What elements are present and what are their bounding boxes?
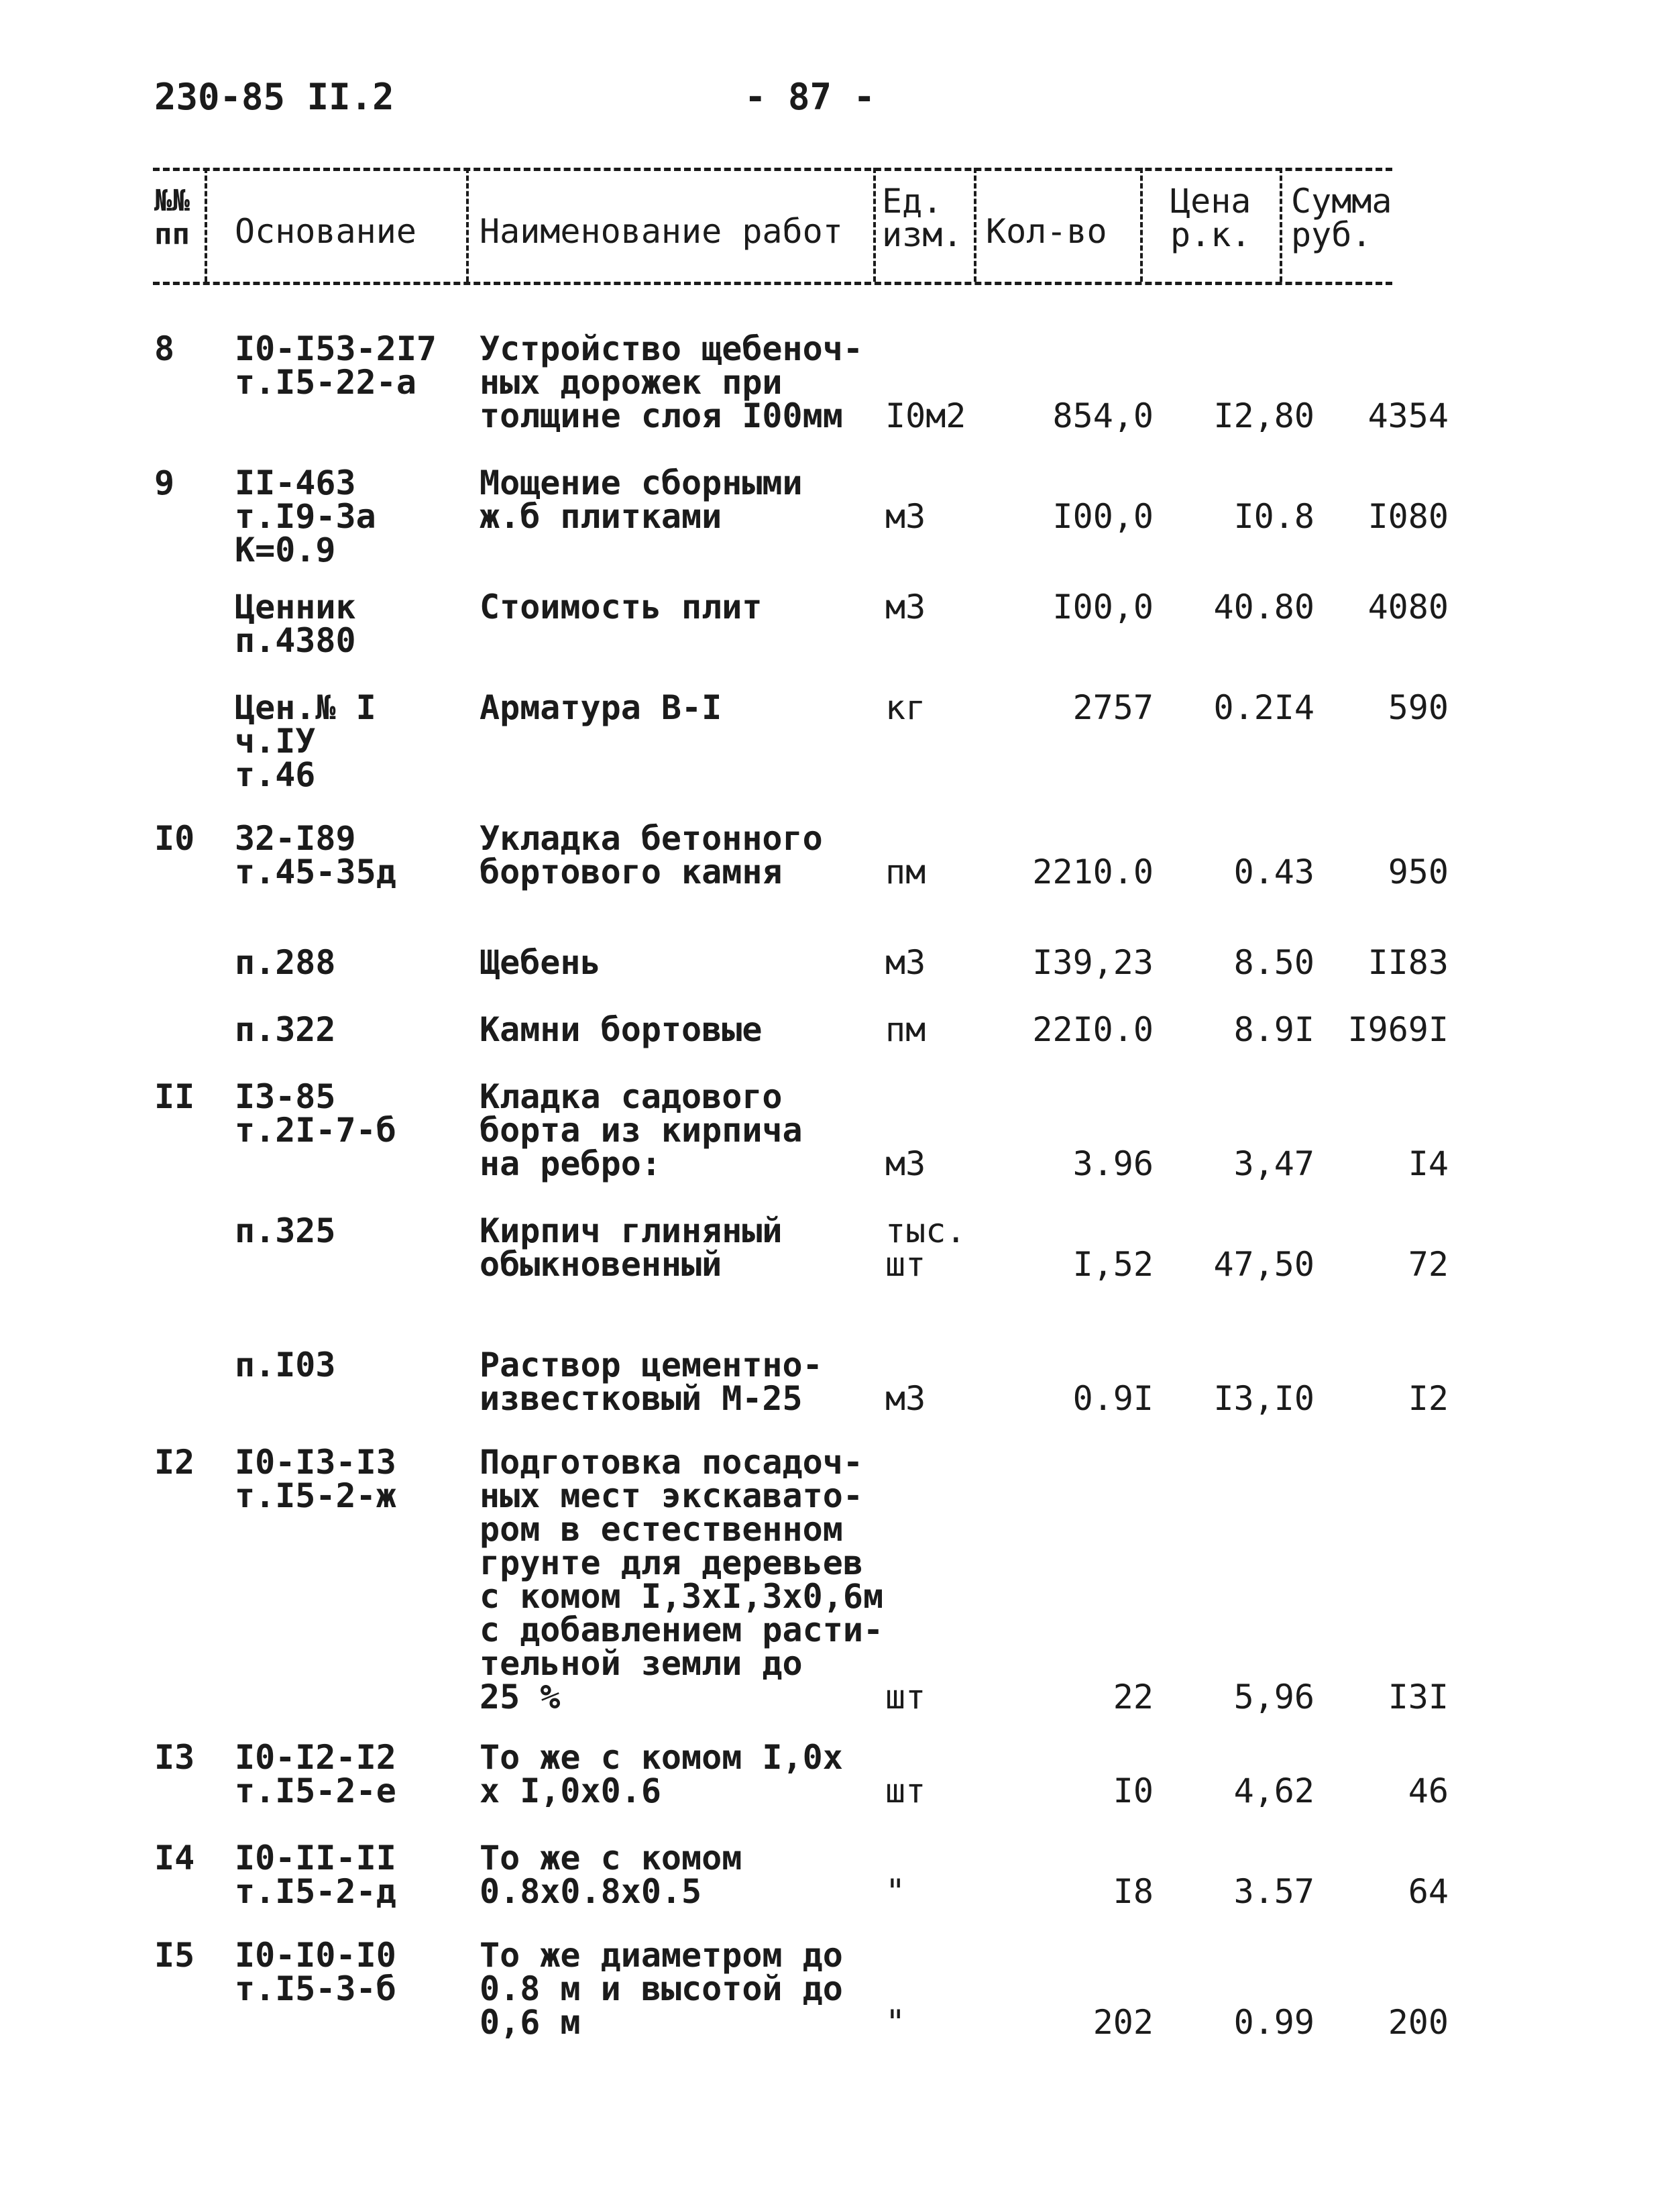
row-work-name: То же с комом I,0х х I,0х0.6	[480, 1738, 843, 1810]
row-work-name: Укладка бетонного бортового камня	[480, 819, 823, 891]
row-unit: пм	[885, 1010, 926, 1049]
row-price: 0.99	[1233, 2003, 1314, 2042]
document-code: 230-85 II.2	[154, 76, 394, 118]
row-price: 8.9I	[1233, 1010, 1314, 1049]
row-sum: 200	[1388, 2003, 1449, 2042]
row-number: I3	[154, 1738, 195, 1777]
row-basis: I3-85 т.2I-7-б	[235, 1077, 396, 1150]
page-number: - 87 -	[744, 76, 876, 118]
row-price: 8.50	[1233, 943, 1314, 982]
row-quantity: I00,0	[1052, 497, 1154, 536]
row-number: I5	[154, 1936, 195, 1975]
row-sum: I2	[1408, 1379, 1449, 1418]
row-basis: п.322	[235, 1010, 336, 1049]
row-work-name: Щебень	[480, 943, 601, 982]
row-quantity: 3.96	[1072, 1144, 1154, 1183]
header-top-rule	[153, 168, 1392, 171]
row-quantity: I,52	[1072, 1245, 1154, 1284]
row-number: 8	[154, 329, 175, 368]
row-sum: I3I	[1388, 1678, 1449, 1716]
row-quantity: 202	[1093, 2003, 1154, 2042]
column-header-sum: Сумма руб.	[1291, 182, 1392, 254]
header-divider-5	[1140, 168, 1143, 282]
row-sum: II83	[1367, 943, 1449, 982]
row-price: 0.2I4	[1213, 688, 1314, 727]
row-quantity: 0.9I	[1072, 1379, 1154, 1418]
row-sum: 64	[1408, 1872, 1449, 1911]
header-divider-4	[974, 168, 976, 282]
row-price: 3,47	[1233, 1144, 1314, 1183]
row-unit: "	[885, 1872, 906, 1911]
row-work-name: Кирпич глиняный обыкновенный	[480, 1211, 783, 1284]
row-unit: пм	[885, 853, 926, 891]
row-work-name: То же диаметром до 0.8 м и высотой до 0,6 м	[480, 1936, 843, 2042]
row-work-name: Арматура В-I	[480, 688, 722, 727]
header-divider-1	[205, 168, 207, 282]
row-basis: п.288	[235, 943, 336, 982]
row-basis: 32-I89 т.45-35д	[235, 819, 396, 891]
row-number: 9	[154, 463, 175, 502]
row-sum: 46	[1408, 1771, 1449, 1810]
row-unit: тыс. шт	[885, 1211, 966, 1284]
row-price: 4,62	[1233, 1771, 1314, 1810]
header-divider-2	[466, 168, 469, 282]
row-basis: п.I03	[235, 1346, 336, 1384]
row-price: 40.80	[1213, 588, 1314, 626]
row-price: I3,I0	[1213, 1379, 1314, 1418]
row-basis: Цен.№ I ч.IУ т.46	[235, 688, 376, 794]
row-unit: I0м2	[885, 396, 966, 435]
row-work-name: Устройство щебеноч- ных дорожек при толщине слоя I00мм	[480, 329, 863, 435]
row-sum: 950	[1388, 853, 1449, 891]
row-work-name: То же с комом 0.8х0.8х0.5	[480, 1839, 742, 1911]
row-sum: I969I	[1347, 1010, 1449, 1049]
header-divider-6	[1280, 168, 1282, 282]
row-basis: п.325	[235, 1211, 336, 1250]
row-price: 5,96	[1233, 1678, 1314, 1716]
row-unit: шт	[885, 1771, 926, 1810]
column-header-unit: Ед. изм.	[882, 182, 963, 254]
row-number: I4	[154, 1839, 195, 1877]
row-basis: Ценник п.4380	[235, 588, 356, 660]
row-price: 47,50	[1213, 1245, 1314, 1284]
row-sum: 72	[1408, 1245, 1449, 1284]
row-quantity: I39,23	[1032, 943, 1154, 982]
row-sum: 4080	[1367, 588, 1449, 626]
row-price: 0.43	[1233, 853, 1314, 891]
row-quantity: I8	[1113, 1872, 1154, 1911]
row-number: I0	[154, 819, 195, 858]
row-work-name: Камни бортовые	[480, 1010, 763, 1049]
column-header-quantity: Кол-во	[986, 212, 1107, 251]
row-number: I2	[154, 1443, 195, 1482]
row-basis: I0-I2-I2 т.I5-2-е	[235, 1738, 396, 1810]
row-unit: "	[885, 2003, 906, 2042]
row-quantity: 2210.0	[1032, 853, 1154, 891]
row-work-name: Кладка садового борта из кирпича на ребро:	[480, 1077, 803, 1183]
row-unit: м3	[885, 497, 926, 536]
column-header-number: №№ пп	[154, 184, 190, 252]
row-quantity: 854,0	[1052, 396, 1154, 435]
row-sum: I4	[1408, 1144, 1449, 1183]
row-quantity: 22	[1113, 1678, 1154, 1716]
row-work-name: Мощение сборными ж.б плитками	[480, 463, 803, 536]
column-header-price: Цена р.к.	[1170, 182, 1251, 254]
row-sum: 4354	[1367, 396, 1449, 435]
row-quantity: 22I0.0	[1032, 1010, 1154, 1049]
row-quantity: 2757	[1072, 688, 1154, 727]
row-unit: м3	[885, 1144, 926, 1183]
header-bottom-rule	[153, 282, 1392, 285]
column-header-work: Наименование работ	[480, 212, 843, 251]
row-unit: м3	[885, 943, 926, 982]
row-sum: I080	[1367, 497, 1449, 536]
row-unit: шт	[885, 1678, 926, 1716]
row-basis: I0-I3-I3 т.I5-2-ж	[235, 1443, 396, 1515]
row-quantity: I0	[1113, 1771, 1154, 1810]
row-work-name: Подготовка посадоч- ных мест экскавато- ром в естественном грунте для деревьев с комом I,3хI,3х0,6м с добавлением расти- тельной земли до 25 %	[480, 1443, 884, 1716]
row-basis: I0-I53-2I7 т.I5-22-а	[235, 329, 437, 402]
row-price: I2,80	[1213, 396, 1314, 435]
header-divider-3	[873, 168, 876, 282]
row-basis: I0-I0-I0 т.I5-3-б	[235, 1936, 396, 2008]
row-work-name: Стоимость плит	[480, 588, 763, 626]
row-price: I0.8	[1233, 497, 1314, 536]
row-unit: м3	[885, 588, 926, 626]
row-number: II	[154, 1077, 195, 1116]
row-sum: 590	[1388, 688, 1449, 727]
row-basis: II-463 т.I9-3а К=0.9	[235, 463, 376, 569]
row-basis: I0-II-II т.I5-2-д	[235, 1839, 396, 1911]
row-unit: кг	[885, 688, 926, 727]
row-work-name: Раствор цементно- известковый М-25	[480, 1346, 823, 1418]
row-unit: м3	[885, 1379, 926, 1418]
column-header-basis: Основание	[235, 212, 416, 251]
row-quantity: I00,0	[1052, 588, 1154, 626]
row-price: 3.57	[1233, 1872, 1314, 1911]
